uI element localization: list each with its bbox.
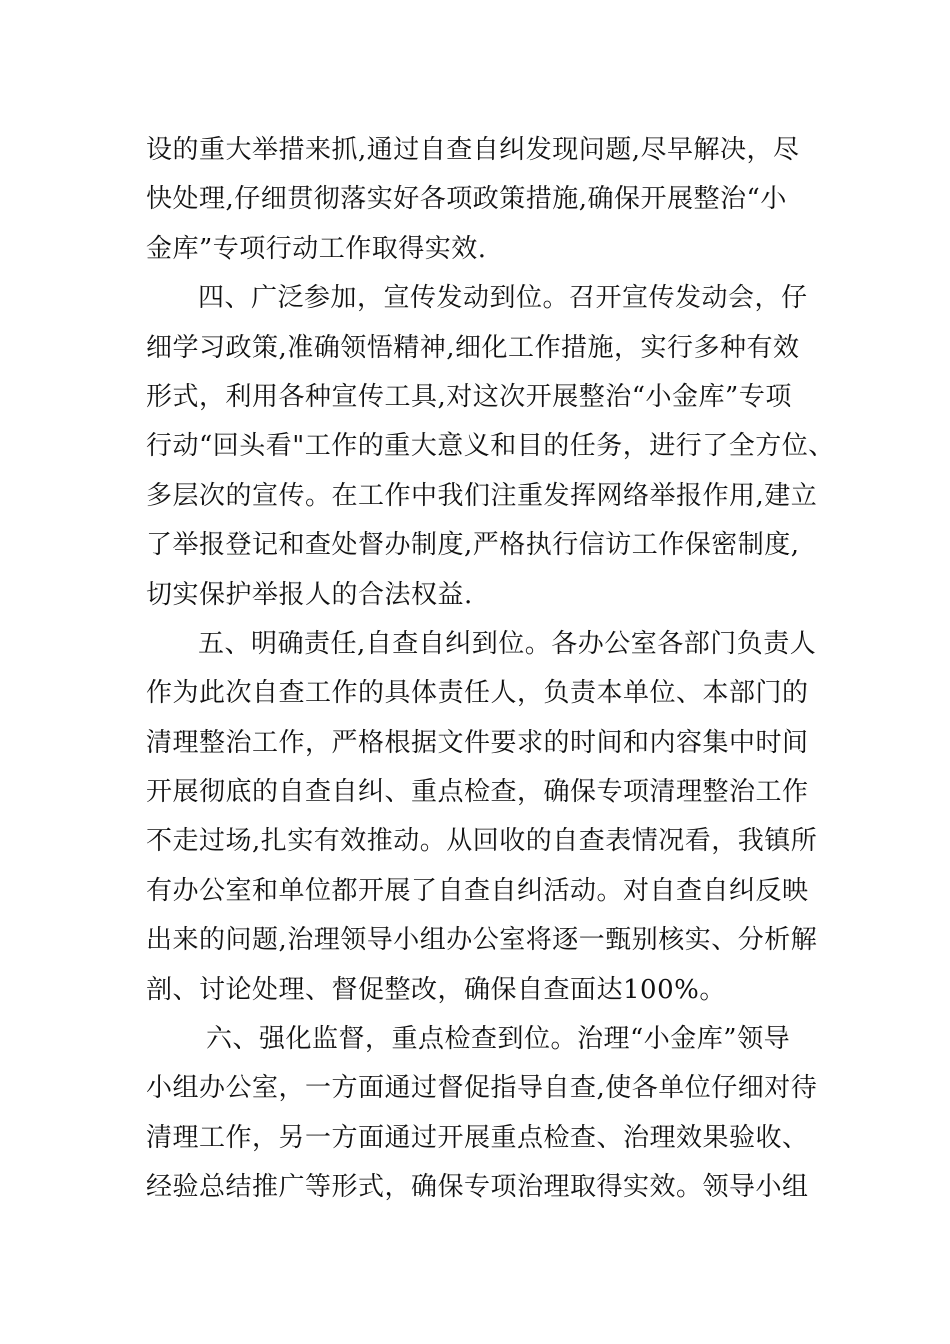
text-line: 清理工作，另一方面通过开展重点检查、治理效果验收、 [146, 1122, 809, 1153]
text-line: 形式，利用各种宣传工具,对这次开展整治“小金库”专项 [146, 381, 792, 412]
text-line: 多层次的宣传。在工作中我们注重发挥网络举报作用,建立 [146, 480, 818, 511]
text-line: 设的重大举措来抓,通过自查自纠发现问题,尽早解决，尽 [146, 135, 800, 165]
text-line: 五、明确责任,自查自纠到位。各办公室各部门负责人 [198, 628, 817, 659]
text-line: 了举报登记和查处督办制度,严格执行信访工作保密制度, [146, 530, 800, 561]
text-line: 剖、讨论处理、督促整改，确保自查面达100%。 [146, 974, 726, 1005]
text-line: 六、强化监督，重点检查到位。治理“小金库”领导 [206, 1024, 791, 1055]
text-line: 开展彻底的自查自纠、重点检查，确保专项清理整治工作 [146, 777, 809, 808]
text-line: 出来的问题,治理领导小组办公室将逐一甄别核实、分析解 [146, 925, 818, 956]
text-line: 不走过场,扎实有效推动。从回收的自查表情况看，我镇所 [146, 826, 818, 857]
text-line: 清理整治工作，严格根据文件要求的时间和内容集中时间 [146, 727, 809, 758]
document-body [146, 126, 835, 1213]
text-line: 经验总结推广等形式，确保专项治理取得实效。领导小组 [146, 1172, 809, 1203]
text-line: 小组办公室，一方面通过督促指导自查,使各单位仔细对待 [146, 1073, 818, 1104]
text-line: 行动“回头看"工作的重大意义和目的任务，进行了全方位、 [146, 431, 835, 462]
text-line: 金库”专项行动工作取得实效. [146, 233, 487, 264]
text-line: 有办公室和单位都开展了自查自纠活动。对自查自纠反映 [146, 875, 809, 906]
text-line: 四、广泛参加，宣传发动到位。召开宣传发动会，仔 [198, 283, 808, 314]
text-line: 快处理,仔细贯彻落实好各项政策措施,确保开展整治“小 [146, 184, 787, 215]
text-line: 作为此次自查工作的具体责任人，负责本单位、本部门的 [146, 678, 809, 709]
text-line: 切实保护举报人的合法权益. [146, 579, 473, 610]
text-line: 细学习政策,准确领悟精神,细化工作措施，实行多种有效 [146, 332, 800, 363]
